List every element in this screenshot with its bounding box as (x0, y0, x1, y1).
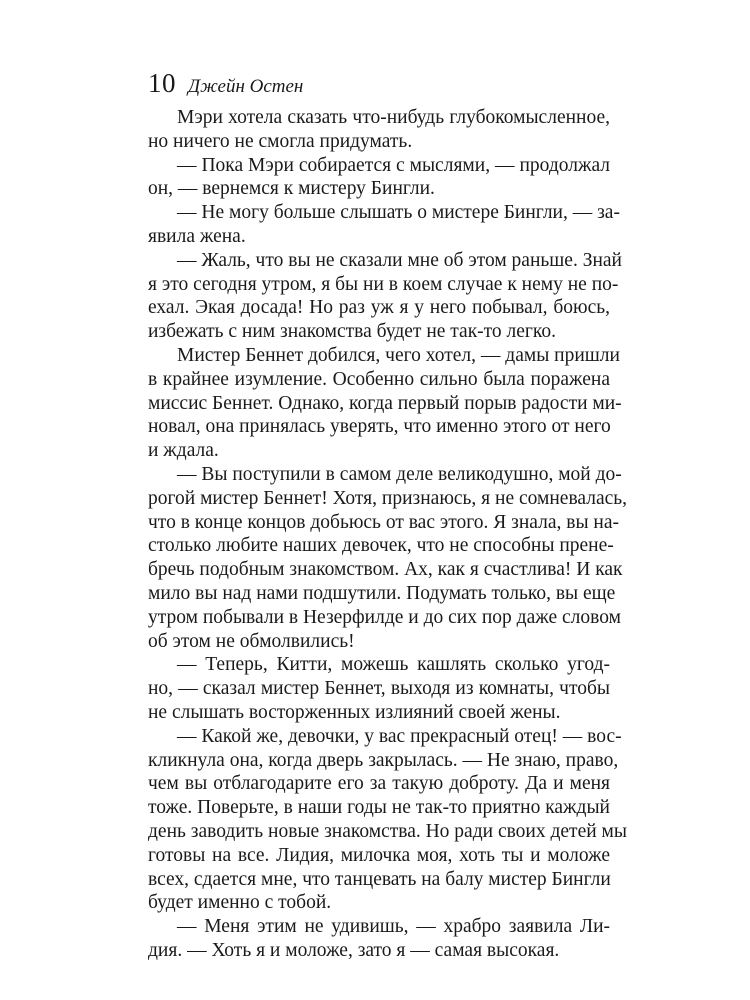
text-line: Мэри хотела сказать что-нибудь глубокомысленное, (177, 107, 610, 128)
text-line: я это сегодня утром, я бы ни в коем случае к нему не по- (148, 273, 619, 295)
text-line: всех, сдается мне, что танцевать на балу мистер Бингли (148, 868, 611, 890)
text-line: в крайнее изумление. Особенно сильно была поражена (148, 368, 610, 390)
text-line: дия. — Хоть я и моложе, зато я — самая высокая. (148, 939, 560, 961)
paragraph (148, 344, 622, 463)
book-page (148, 68, 628, 963)
paragraph (148, 463, 628, 653)
paragraph (148, 154, 610, 202)
paragraph (148, 915, 610, 963)
paragraph (148, 201, 620, 249)
text-line: будет именно с тобой. (148, 892, 332, 914)
text-line: день заводить новые знакомства. Но ради своих детей мы (148, 820, 627, 842)
running-title: Джейн Остен (188, 76, 304, 97)
paragraph (148, 249, 622, 344)
text-line: утром побывали в Незерфилде и до сих пор даже словом (148, 606, 621, 628)
text-line: новал, она принялась уверять, что именно этого от него (148, 416, 611, 438)
text-line: но, — сказал мистер Беннет, выходя из комнаты, чтобы (148, 678, 610, 700)
text-line: он, — вернемся к мистеру Бингли. (148, 178, 435, 200)
text-line: миссис Беннет. Однако, когда первый порыв радости ми- (148, 392, 622, 414)
text-line: но ничего не смогла придумать. (148, 130, 413, 152)
text-line: избежать с ним знакомства будет не так-то легко. (148, 321, 557, 343)
text-line: явила жена. (148, 225, 246, 247)
page-number: 10 (148, 68, 176, 98)
text-line: Мистер Беннет добился, чего хотел, — дамы пришли (177, 344, 620, 366)
text-line: — Жаль, что вы не сказали мне об этом раньше. Знай (177, 249, 622, 271)
text-line: — Не могу больше слышать о мистере Бингли, — за- (177, 202, 620, 224)
text-line: — Меня этим не удивишь, — храбро заявила Ли- (177, 916, 610, 938)
text-line: готовы на все. Лидия, милочка моя, хоть ты и моложе (148, 844, 610, 866)
text-line: мило вы над нами подшутили. Подумать только, вы еще (148, 582, 616, 604)
text-line: что в конце концов добьюсь от вас этого. Я знала, вы на- (148, 511, 619, 533)
body-text (148, 106, 628, 963)
text-line: ехал. Экая досада! Но раз уж я у него побывал, боюсь, (148, 297, 610, 319)
text-line: чем вы отблагодарите его за такую доброту. Да и меня (148, 773, 610, 795)
text-line: кликнула она, когда дверь закрылась. — Не знаю, право, (148, 749, 619, 771)
text-line: об этом не обмолвились! (148, 630, 355, 652)
text-line: не слышать восторженных излияний своей жены. (148, 701, 561, 723)
text-line: — Теперь, Китти, можешь кашлять сколько угод- (177, 654, 610, 676)
text-line: рогой мистер Беннет! Хотя, признаюсь, я не сомневалась, (148, 487, 628, 509)
text-line: столько любите наших девочек, что не способны прене- (148, 535, 614, 557)
text-line: — Какой же, девочки, у вас прекрасный отец! — вос- (177, 725, 622, 747)
paragraph (148, 653, 610, 724)
running-head (148, 68, 610, 102)
paragraph (148, 106, 610, 154)
paragraph (148, 725, 627, 915)
text-line: тоже. Поверьте, в наши годы не так-то приятно каждый (148, 797, 610, 819)
text-line: — Пока Мэри собирается с мыслями, — продолжал (177, 154, 610, 176)
text-line: — Вы поступили в самом деле великодушно, мой до- (177, 463, 622, 485)
text-line: и ждала. (148, 440, 219, 462)
text-line: бречь подобным знакомством. Ах, как я счастлива! И как (148, 559, 623, 581)
